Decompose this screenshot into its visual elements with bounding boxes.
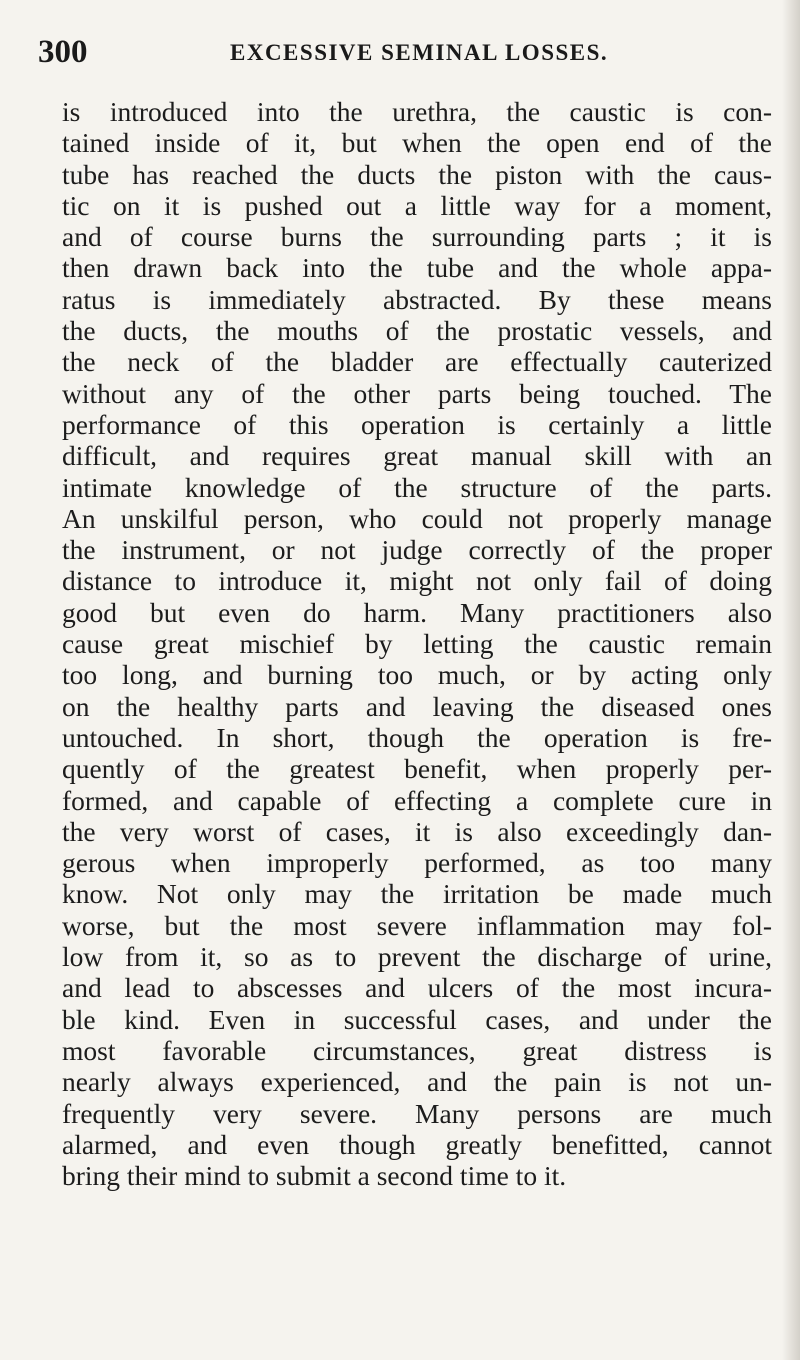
text-line: is introduced into the urethra, the caustic is con- xyxy=(62,96,772,127)
text-line: gerous when improperly performed, as too many xyxy=(62,847,772,879)
text-line: nearly always experienced, and the pain is not un- xyxy=(62,1066,772,1098)
page-edge-shadow xyxy=(782,0,800,1360)
body-paragraph xyxy=(62,96,772,1191)
text-line: without any of the other parts being touched. The xyxy=(62,377,772,409)
text-line: tube has reached the ducts the piston with the caus- xyxy=(62,158,772,190)
page-header xyxy=(38,34,778,74)
text-line: and lead to abscesses and ulcers of the most incura- xyxy=(62,972,772,1004)
text-line: most favorable circumstances, great distress is xyxy=(62,1034,772,1066)
text-line: ble kind. Even in successful cases, and under the xyxy=(62,1003,772,1035)
text-line: intimate knowledge of the structure of the parts. xyxy=(62,471,772,503)
text-line: bring their mind to submit a second time to it. xyxy=(62,1160,567,1192)
text-line: good but even do harm. Many practitioners also xyxy=(62,596,772,628)
text-line: frequently very severe. Many persons are much xyxy=(62,1097,772,1129)
text-line: distance to introduce it, might not only fail of doing xyxy=(62,565,772,597)
text-line: the very worst of cases, it is also exceedingly dan- xyxy=(62,815,772,847)
text-line: the ducts, the mouths of the prostatic vessels, and xyxy=(62,315,772,347)
text-line: worse, but the most severe inflammation may fol- xyxy=(62,909,772,941)
text-line: ratus is immediately abstracted. By these means xyxy=(62,283,772,315)
text-line: untouched. In short, though the operation is fre- xyxy=(62,721,772,753)
text-line: low from it, so as to prevent the discharge of urine, xyxy=(62,941,772,973)
text-line: performance of this operation is certainly a little xyxy=(62,408,772,440)
text-line: the neck of the bladder are effectually cauterized xyxy=(62,346,772,378)
text-line: then drawn back into the tube and the whole appa- xyxy=(62,252,772,284)
text-line: the instrument, or not judge correctly of the proper xyxy=(62,534,772,566)
page-number: 300 xyxy=(38,34,88,70)
text-line: formed, and capable of effecting a complete cure in xyxy=(62,784,772,816)
text-line: difficult, and requires great manual skill with an xyxy=(62,440,772,472)
text-line: tic on it is pushed out a little way for a moment, xyxy=(62,189,772,221)
text-line: too long, and burning too much, or by acting only xyxy=(62,659,772,691)
text-line: and of course burns the surrounding parts ; it is xyxy=(62,221,772,253)
text-line: tained inside of it, but when the open end of the xyxy=(62,127,772,159)
running-head: EXCESSIVE SEMINAL LOSSES. xyxy=(230,40,609,65)
text-line: quently of the greatest benefit, when properly per- xyxy=(62,753,772,785)
text-line: know. Not only may the irritation be made much xyxy=(62,878,772,910)
text-line: alarmed, and even though greatly benefitted, cannot xyxy=(62,1128,772,1160)
text-line: on the healthy parts and leaving the diseased ones xyxy=(62,690,772,722)
text-line: An unskilful person, who could not properly manage xyxy=(62,502,772,534)
text-line: cause great mischief by letting the caustic remain xyxy=(62,628,772,660)
